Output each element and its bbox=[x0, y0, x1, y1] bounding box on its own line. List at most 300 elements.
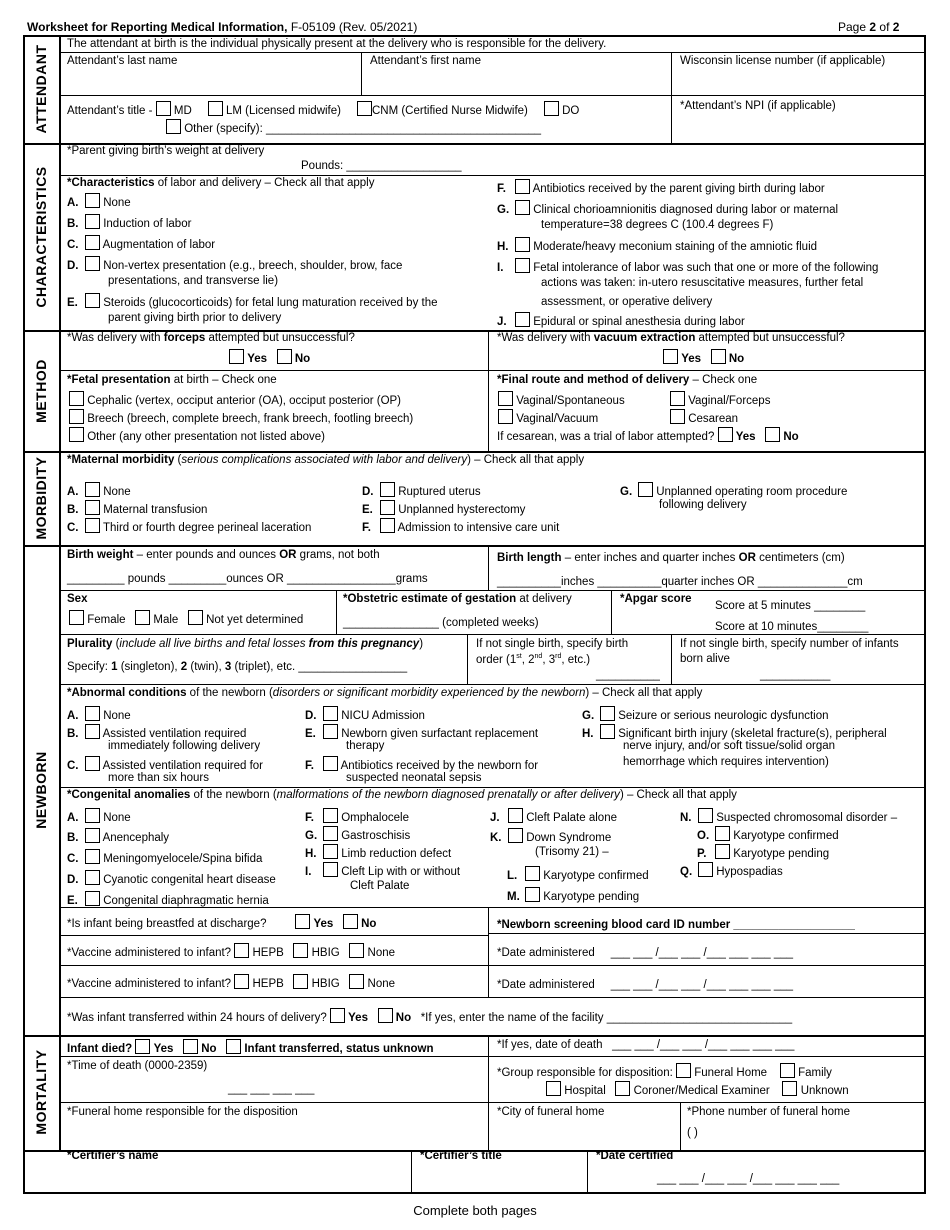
forceps-yes-checkbox[interactable] bbox=[229, 349, 244, 364]
yes-label: Yes bbox=[153, 1043, 174, 1055]
congenital-item-q-label: Hypospadias bbox=[716, 866, 783, 878]
char-item-d-checkbox[interactable] bbox=[85, 256, 100, 271]
congenital-item-p-label: Karyotype pending bbox=[733, 848, 830, 860]
congenital-item-o-key: O. bbox=[697, 830, 710, 842]
route-vaginal-forceps bbox=[670, 391, 770, 409]
morbidity-item-g-key: G. bbox=[620, 486, 633, 498]
license-number-field[interactable]: Wisconsin license number (if applicable) bbox=[680, 55, 886, 67]
birth-order-field[interactable]: __________ bbox=[596, 669, 660, 681]
char-item-d-key: D. bbox=[67, 260, 79, 272]
date-administered-2[interactable] bbox=[497, 979, 793, 993]
section-label-mortality: MORTALITY bbox=[33, 1049, 49, 1135]
birth-length-b: centimeters (cm) bbox=[755, 552, 845, 564]
congenital-item-p-checkbox[interactable] bbox=[715, 844, 730, 859]
congenital-item-i-checkbox[interactable] bbox=[323, 862, 338, 877]
char-item-a-checkbox[interactable] bbox=[85, 193, 100, 208]
vacuum-q-post: attempted but unsuccessful? bbox=[695, 332, 845, 344]
date-of-death-row[interactable] bbox=[497, 1039, 794, 1053]
abnormal-item-h-label: Significant birth injury (skeletal fracture(s), peripheral bbox=[618, 728, 887, 740]
vacuum-yes-checkbox[interactable] bbox=[663, 349, 678, 364]
other-title-row bbox=[166, 119, 541, 137]
morbidity-heading-rest: ) – Check all that apply bbox=[467, 454, 585, 466]
morbidity-item-g bbox=[620, 482, 847, 500]
facility-name-field[interactable]: *If yes, enter the name of the facility _____________________________ bbox=[420, 1012, 793, 1024]
congenital-item-e-label: Congenital diaphragmatic hernia bbox=[103, 895, 269, 907]
funeral-home-responsible-field[interactable]: *Funeral home responsible for the disposition bbox=[67, 1106, 298, 1118]
section-label-attendant: ATTENDANT bbox=[33, 44, 49, 134]
congenital-item-h bbox=[305, 844, 451, 862]
congenital-item-p-key: P. bbox=[697, 848, 707, 860]
char-item-j-checkbox[interactable] bbox=[515, 312, 530, 327]
char-item-h bbox=[497, 237, 817, 255]
abnormal-item-d bbox=[305, 706, 425, 724]
abnormal-item-a-key: A. bbox=[67, 710, 79, 722]
forceps-answer bbox=[229, 349, 310, 367]
abnormal-item-g-key: G. bbox=[582, 710, 595, 722]
birth-order-label-2 bbox=[476, 653, 590, 668]
congenital-item-k-checkbox[interactable] bbox=[508, 828, 523, 843]
congenital-item-a bbox=[67, 808, 131, 826]
char-item-d-cont: presentations, and transverse lie) bbox=[108, 275, 279, 287]
char-item-d bbox=[67, 256, 402, 274]
vaccine-row-1 bbox=[67, 943, 395, 961]
congenital-a: of the newborn ( bbox=[190, 789, 277, 801]
fetal-heading-rest: at birth – Check one bbox=[170, 374, 277, 386]
apgar-10-field[interactable]: Score at 10 minutes________ bbox=[715, 621, 869, 633]
hepb-label: HEPB bbox=[252, 978, 284, 990]
breastfed-no-checkbox[interactable] bbox=[343, 914, 358, 929]
congenital-item-f-checkbox[interactable] bbox=[323, 808, 338, 823]
plurality-spec-a: Specify: bbox=[67, 661, 112, 673]
vaginal-vacuum-checkbox[interactable] bbox=[498, 409, 513, 424]
hbig-checkbox-2[interactable] bbox=[293, 974, 308, 989]
char-item-h-checkbox[interactable] bbox=[515, 237, 530, 252]
md-label: MD bbox=[173, 105, 192, 117]
page-label: Page bbox=[838, 20, 867, 34]
coroner-checkbox[interactable] bbox=[615, 1081, 630, 1096]
vaginal-vacuum-label: Vaginal/Vacuum bbox=[516, 413, 599, 425]
morbidity-item-e-key: E. bbox=[362, 504, 373, 516]
abnormal-item-d-checkbox[interactable] bbox=[323, 706, 338, 721]
congenital-item-p bbox=[697, 844, 829, 862]
unknown-checkbox[interactable] bbox=[782, 1081, 797, 1096]
congenital-item-o-label: Karyotype confirmed bbox=[733, 830, 839, 842]
congenital-item-i-label: Cleft Lip with or without bbox=[341, 866, 461, 878]
char-item-i-label: Fetal intolerance of labor was such that one or more of the following bbox=[533, 262, 879, 274]
birth-weight-or: OR bbox=[279, 549, 297, 561]
transferred-yes-checkbox[interactable] bbox=[330, 1008, 345, 1023]
died-no-checkbox[interactable] bbox=[183, 1039, 198, 1054]
abnormal-item-a-checkbox[interactable] bbox=[85, 706, 100, 721]
congenital-item-b-label: Anencephaly bbox=[102, 832, 170, 844]
congenital-item-m-checkbox[interactable] bbox=[525, 887, 540, 902]
congenital-bold: *Congenital anomalies bbox=[67, 789, 191, 801]
time-of-death-field[interactable]: ___ ___ ___ ___ bbox=[228, 1083, 315, 1095]
congenital-item-h-key: H. bbox=[305, 848, 317, 860]
order-b2: , etc.) bbox=[561, 653, 591, 666]
congenital-item-g-checkbox[interactable] bbox=[323, 826, 338, 841]
morbidity-item-b-checkbox[interactable] bbox=[85, 500, 100, 515]
plurality-3t: (triplet), etc. _________________ bbox=[231, 661, 408, 673]
funeral-home-label: Funeral Home bbox=[694, 1067, 768, 1079]
breastfed-yes-checkbox[interactable] bbox=[295, 914, 310, 929]
char-item-e-checkbox[interactable] bbox=[85, 293, 100, 308]
congenital-item-n-key: N. bbox=[680, 812, 692, 824]
char-item-c bbox=[67, 235, 215, 253]
date-certified-field[interactable]: ___ ___ /___ ___ /___ ___ ___ ___ bbox=[657, 1173, 840, 1185]
abnormal-bold: *Abnormal conditions bbox=[67, 687, 187, 699]
congenital-item-e-key: E. bbox=[67, 895, 78, 907]
congenital-item-a-checkbox[interactable] bbox=[85, 808, 100, 823]
abnormal-item-c-cont: more than six hours bbox=[108, 772, 209, 784]
char-item-c-label: Augmentation of labor bbox=[102, 239, 216, 251]
screening-card-field[interactable] bbox=[497, 919, 855, 933]
funeral-phone-field[interactable]: ( ) bbox=[687, 1127, 698, 1139]
attendant-intro: The attendant at birth is the individual physically present at the delivery who is responsible for the delivery. bbox=[67, 38, 607, 50]
abnormal-item-c-label: Assisted ventilation required for bbox=[102, 760, 264, 772]
apgar-5-field[interactable]: Score at 5 minutes ________ bbox=[715, 600, 866, 612]
none-checkbox-1[interactable] bbox=[349, 943, 364, 958]
cephalic-checkbox[interactable] bbox=[69, 391, 84, 406]
trial-yes-checkbox[interactable] bbox=[718, 427, 733, 442]
forceps-q-post: attempted but unsuccessful? bbox=[205, 332, 355, 344]
congenital-item-b-checkbox[interactable] bbox=[85, 828, 100, 843]
plurality-2: 2 bbox=[180, 661, 188, 673]
fetal-option-breech bbox=[69, 409, 413, 427]
abnormal-item-e-checkbox[interactable] bbox=[323, 724, 338, 739]
vaginal-spontaneous-checkbox[interactable] bbox=[498, 391, 513, 406]
char-item-f bbox=[497, 179, 825, 197]
congenital-item-i-cont: Cleft Palate bbox=[350, 880, 410, 892]
morbidity-item-a bbox=[67, 482, 131, 500]
certifier-title-field[interactable] bbox=[420, 1150, 502, 1164]
char-item-i bbox=[497, 258, 878, 276]
abnormal-item-f-key: F. bbox=[305, 760, 314, 772]
morbidity-item-b-key: B. bbox=[67, 504, 79, 516]
morbidity-item-c-checkbox[interactable] bbox=[85, 518, 100, 533]
vacuum-question bbox=[497, 332, 845, 346]
char-item-a-label: None bbox=[103, 197, 131, 209]
date-administered-1[interactable] bbox=[497, 947, 793, 961]
attendant-title-row bbox=[67, 101, 579, 119]
status-unknown-checkbox[interactable] bbox=[226, 1039, 241, 1054]
congenital-item-h-checkbox[interactable] bbox=[323, 844, 338, 859]
born-alive-label-2: born alive bbox=[680, 653, 730, 665]
attendant-first-name-field[interactable]: Attendant’s first name bbox=[370, 55, 482, 67]
morbidity-item-f-key: F. bbox=[362, 522, 371, 534]
disposition-row-1 bbox=[497, 1063, 832, 1081]
route-cesarean bbox=[670, 409, 738, 427]
char-item-e-cont: parent giving birth prior to delivery bbox=[108, 312, 282, 324]
char-item-h-key: H. bbox=[497, 241, 509, 253]
male-label: Male bbox=[153, 614, 179, 626]
birth-weight-a: – enter pounds and ounces bbox=[133, 549, 280, 561]
plurality-3: 3 bbox=[224, 661, 232, 673]
born-alive-label: If not single birth, specify number of infants bbox=[680, 638, 899, 650]
congenital-item-k-key: K. bbox=[490, 832, 502, 844]
section-label-method: METHOD bbox=[33, 359, 49, 423]
section-label-characteristics: CHARACTERISTICS bbox=[33, 166, 49, 308]
char-item-c-checkbox[interactable] bbox=[85, 235, 100, 250]
abnormal-item-b-label: Assisted ventilation required bbox=[102, 728, 247, 740]
certifier-name-field[interactable] bbox=[67, 1150, 158, 1164]
congenital-item-j-checkbox[interactable] bbox=[508, 808, 523, 823]
date-of-death-label: *If yes, date of death bbox=[497, 1039, 603, 1051]
other-presentation-checkbox[interactable] bbox=[69, 427, 84, 442]
char-item-f-checkbox[interactable] bbox=[515, 179, 530, 194]
char-item-i-checkbox[interactable] bbox=[515, 258, 530, 273]
congenital-item-d-checkbox[interactable] bbox=[85, 870, 100, 885]
birth-weight-heading bbox=[67, 549, 380, 563]
date-admin-field-2[interactable]: ___ ___ /___ ___ /___ ___ ___ ___ bbox=[610, 979, 794, 991]
char-item-i-cont2: assessment, or operative delivery bbox=[541, 296, 713, 308]
unknown-label: Unknown bbox=[800, 1085, 849, 1097]
birth-length-entry[interactable]: __________inches __________quarter inches OR ______________cm bbox=[497, 576, 863, 588]
vacuum-no-checkbox[interactable] bbox=[711, 349, 726, 364]
characteristics-heading-bold: *Characteristics bbox=[67, 177, 155, 189]
hepb-label: HEPB bbox=[252, 947, 284, 959]
congenital-item-n-checkbox[interactable] bbox=[698, 808, 713, 823]
char-item-g-checkbox[interactable] bbox=[515, 200, 530, 215]
morbidity-item-b-label: Maternal transfusion bbox=[103, 504, 208, 516]
fetal-presentation-heading bbox=[67, 374, 277, 388]
abnormal-item-g-checkbox[interactable] bbox=[600, 706, 615, 721]
apgar-label bbox=[620, 593, 692, 607]
congenital-item-f-key: F. bbox=[305, 812, 314, 824]
family-checkbox[interactable] bbox=[780, 1063, 795, 1078]
date-certified-text: *Date certified bbox=[596, 1150, 674, 1162]
morbidity-item-e-checkbox[interactable] bbox=[380, 500, 395, 515]
date-admin-field-1[interactable]: ___ ___ /___ ___ /___ ___ ___ ___ bbox=[610, 947, 794, 959]
morbidity-heading-italic: serious complications associated with labor and delivery bbox=[181, 454, 468, 466]
vaccine-row-2 bbox=[67, 974, 395, 992]
page-total: 2 bbox=[892, 20, 900, 34]
breastfed-row bbox=[67, 914, 376, 932]
char-item-a-key: A. bbox=[67, 197, 79, 209]
congenital-item-l-checkbox[interactable] bbox=[525, 866, 540, 881]
page-current: 2 bbox=[869, 20, 877, 34]
char-item-f-key: F. bbox=[497, 183, 506, 195]
certifier-name-label: *Certifier’s name bbox=[67, 1150, 159, 1162]
undetermined-checkbox[interactable] bbox=[188, 610, 203, 625]
plurality-specify[interactable] bbox=[67, 661, 407, 675]
congenital-item-c bbox=[67, 849, 262, 867]
gestation-rest: at delivery bbox=[516, 593, 572, 605]
congenital-item-e-checkbox[interactable] bbox=[85, 891, 100, 906]
attendant-last-name-field[interactable]: Attendant’s last name bbox=[67, 55, 178, 67]
congenital-item-o bbox=[697, 826, 839, 844]
congenital-item-n bbox=[680, 808, 897, 826]
congenital-item-l-key: L. bbox=[507, 870, 518, 882]
hbig-checkbox-1[interactable] bbox=[293, 943, 308, 958]
morbidity-item-f bbox=[362, 518, 559, 536]
congenital-item-j-label: Cleft Palate alone bbox=[526, 812, 617, 824]
congenital-item-q-checkbox[interactable] bbox=[698, 862, 713, 877]
congenital-item-b bbox=[67, 828, 169, 846]
morbidity-item-d-checkbox[interactable] bbox=[380, 482, 395, 497]
lm-checkbox[interactable] bbox=[208, 101, 223, 116]
char-item-h-label: Moderate/heavy meconium staining of the amniotic fluid bbox=[533, 241, 818, 253]
char-item-c-key: C. bbox=[67, 239, 79, 251]
route-vaginal-vacuum bbox=[498, 409, 598, 427]
female-label: Female bbox=[87, 614, 126, 626]
congenital-item-k-label: Down Syndrome bbox=[526, 832, 612, 844]
birth-weight-b: grams, not both bbox=[296, 549, 380, 561]
abnormal-item-b-checkbox[interactable] bbox=[85, 724, 100, 739]
vacuum-q-bold: vacuum extraction bbox=[593, 332, 696, 344]
char-item-g-cont: temperature=38 degrees C (100.4 degrees F) bbox=[541, 219, 774, 231]
congenital-item-q-key: Q. bbox=[680, 866, 693, 878]
abnormal-item-e-cont: therapy bbox=[346, 740, 385, 752]
infant-died-label: Infant died? bbox=[67, 1043, 133, 1055]
congenital-item-i bbox=[305, 862, 460, 880]
date-of-death-field[interactable]: ___ ___ /___ ___ /___ ___ ___ ___ bbox=[612, 1039, 795, 1051]
char-item-j-label: Epidural or spinal anesthesia during labor bbox=[533, 316, 745, 328]
vaginal-forceps-checkbox[interactable] bbox=[670, 391, 685, 406]
breastfed-question: *Is infant being breastfed at discharge? bbox=[67, 918, 267, 930]
yes-label: Yes bbox=[348, 1012, 368, 1024]
order-b1: order (1 bbox=[476, 653, 517, 666]
born-alive-field[interactable]: ___________ bbox=[760, 669, 831, 681]
attendant-title-label: Attendant’s title - bbox=[67, 105, 153, 117]
funeral-city-field[interactable]: *City of funeral home bbox=[497, 1106, 605, 1118]
hepb-checkbox-1[interactable] bbox=[234, 943, 249, 958]
morbidity-item-f-label: Admission to intensive care unit bbox=[397, 522, 560, 534]
other-title-field[interactable]: Other (specify): ___________________________________________ bbox=[184, 123, 542, 135]
morbidity-item-d bbox=[362, 482, 481, 500]
morbidity-item-g-label: Unplanned operating room procedure bbox=[656, 486, 848, 498]
sex-options bbox=[69, 610, 303, 628]
route-heading-bold: *Final route and method of delivery bbox=[497, 374, 690, 386]
congenital-item-o-checkbox[interactable] bbox=[715, 826, 730, 841]
congenital-item-g-key: G. bbox=[305, 830, 318, 842]
transferred-row bbox=[67, 1008, 792, 1026]
breech-checkbox[interactable] bbox=[69, 409, 84, 424]
cnm-label: CNM (Certified Nurse Midwife) bbox=[371, 105, 528, 117]
parent-weight-pounds-field[interactable]: Pounds: __________________ bbox=[301, 160, 462, 172]
none-checkbox-2[interactable] bbox=[349, 974, 364, 989]
yes-label: Yes bbox=[735, 431, 756, 443]
parent-weight-label: *Parent giving birth’s weight at delivery bbox=[67, 145, 265, 157]
characteristics-heading bbox=[67, 177, 374, 191]
congenital-item-c-checkbox[interactable] bbox=[85, 849, 100, 864]
forceps-q-bold: forceps bbox=[163, 332, 206, 344]
hepb-checkbox-2[interactable] bbox=[234, 974, 249, 989]
female-checkbox[interactable] bbox=[69, 610, 84, 625]
char-item-b-checkbox[interactable] bbox=[85, 214, 100, 229]
char-item-i-cont: actions was taken: in-utero resuscitative measures, further fetal bbox=[541, 277, 864, 289]
time-of-death-label: *Time of death (0000-2359) bbox=[67, 1060, 208, 1072]
plurality-1t: (singleton), bbox=[117, 661, 181, 673]
fetal-option-cephalic bbox=[69, 391, 401, 409]
abnormal-item-d-key: D. bbox=[305, 710, 317, 722]
congenital-item-c-label: Meningomyelocele/Spina bifida bbox=[103, 853, 263, 865]
section-label-morbidity: MORBIDITY bbox=[33, 456, 49, 540]
screening-card-label: *Newborn screening blood card ID number ___________________ bbox=[497, 919, 855, 931]
transferred-no-checkbox[interactable] bbox=[378, 1008, 393, 1023]
morbidity-heading bbox=[67, 454, 584, 468]
breech-label: Breech (breech, complete breech, frank breech, footling breech) bbox=[87, 413, 414, 425]
no-label: No bbox=[201, 1043, 217, 1055]
abnormal-item-h-cont: nerve injury, and/or soft tissue/solid organ bbox=[623, 740, 836, 752]
sex-label-text: Sex bbox=[67, 593, 88, 605]
order-st: st bbox=[516, 653, 522, 660]
congenital-item-n-label: Suspected chromosomal disorder – bbox=[716, 812, 898, 824]
morbidity-item-e bbox=[362, 500, 525, 518]
congenital-item-m-label: Karyotype pending bbox=[543, 891, 640, 903]
plurality-italic: include all live births and fetal losses bbox=[119, 638, 309, 650]
md-checkbox[interactable] bbox=[156, 101, 171, 116]
date-admin-label-2: *Date administered bbox=[497, 979, 595, 991]
route-vaginal-spontaneous bbox=[498, 391, 625, 409]
form-title-line bbox=[27, 20, 417, 34]
birth-weight-entry[interactable]: _________ pounds _________ounces OR _________________grams bbox=[67, 573, 428, 585]
morbidity-item-c-label: Third or fourth degree perineal laceration bbox=[103, 522, 312, 534]
hospital-checkbox[interactable] bbox=[546, 1081, 561, 1096]
cesarean-checkbox[interactable] bbox=[670, 409, 685, 424]
congenital-item-i-key: I. bbox=[305, 866, 312, 878]
morbidity-heading-open: ( bbox=[174, 454, 182, 466]
morbidity-item-g-cont: following delivery bbox=[659, 499, 747, 511]
congenital-item-m-key: M. bbox=[507, 891, 520, 903]
male-checkbox[interactable] bbox=[135, 610, 150, 625]
no-label: No bbox=[294, 353, 311, 365]
plurality-bold: Plurality bbox=[67, 638, 113, 650]
hbig-label: HBIG bbox=[311, 947, 340, 959]
cesarean-label: Cesarean bbox=[688, 413, 739, 425]
gestation-weeks-field[interactable]: _______________ (completed weeks) bbox=[343, 617, 539, 629]
cnm-checkbox[interactable] bbox=[357, 101, 372, 116]
date-admin-label-1: *Date administered bbox=[497, 947, 595, 959]
forceps-no-checkbox[interactable] bbox=[277, 349, 292, 364]
date-certified-label bbox=[596, 1150, 673, 1164]
congenital-item-a-key: A. bbox=[67, 812, 79, 824]
other-title-checkbox[interactable] bbox=[166, 119, 181, 134]
morbidity-item-f-checkbox[interactable] bbox=[380, 518, 395, 533]
congenital-item-q bbox=[680, 862, 783, 880]
char-item-a bbox=[67, 193, 131, 211]
trial-no-checkbox[interactable] bbox=[765, 427, 780, 442]
yes-label: Yes bbox=[313, 918, 334, 930]
congenital-item-k bbox=[490, 828, 611, 846]
plurality-open: ( bbox=[112, 638, 120, 650]
funeral-home-checkbox[interactable] bbox=[676, 1063, 691, 1078]
morbidity-item-a-checkbox[interactable] bbox=[85, 482, 100, 497]
morbidity-item-g-checkbox[interactable] bbox=[638, 482, 653, 497]
npi-field[interactable]: *Attendant’s NPI (if applicable) bbox=[680, 100, 836, 112]
abnormal-item-c-checkbox[interactable] bbox=[85, 756, 100, 771]
order-nd: nd bbox=[534, 653, 543, 660]
certifier-title-label: *Certifier’s title bbox=[420, 1150, 502, 1162]
vaginal-spontaneous-label: Vaginal/Spontaneous bbox=[516, 395, 625, 407]
congenital-item-l bbox=[507, 866, 649, 884]
none-label: None bbox=[367, 947, 396, 959]
plurality-heading bbox=[67, 638, 423, 652]
characteristics-heading-rest: of labor and delivery – Check all that apply bbox=[154, 177, 375, 189]
do-checkbox[interactable] bbox=[544, 101, 559, 116]
abnormal-item-g bbox=[582, 706, 829, 724]
undetermined-label: Not yet determined bbox=[206, 614, 304, 626]
morbidity-heading-bold: *Maternal morbidity bbox=[67, 454, 175, 466]
abnormal-item-h-checkbox[interactable] bbox=[600, 724, 615, 739]
no-label: No bbox=[783, 431, 799, 443]
transferred-question: *Was infant transferred within 24 hours of delivery? bbox=[67, 1012, 327, 1024]
infant-died-row bbox=[67, 1039, 433, 1057]
abnormal-item-f-checkbox[interactable] bbox=[323, 756, 338, 771]
died-yes-checkbox[interactable] bbox=[135, 1039, 150, 1054]
char-item-i-key: I. bbox=[497, 262, 504, 274]
vaccine-question-1: *Vaccine administered to infant? bbox=[67, 947, 232, 959]
